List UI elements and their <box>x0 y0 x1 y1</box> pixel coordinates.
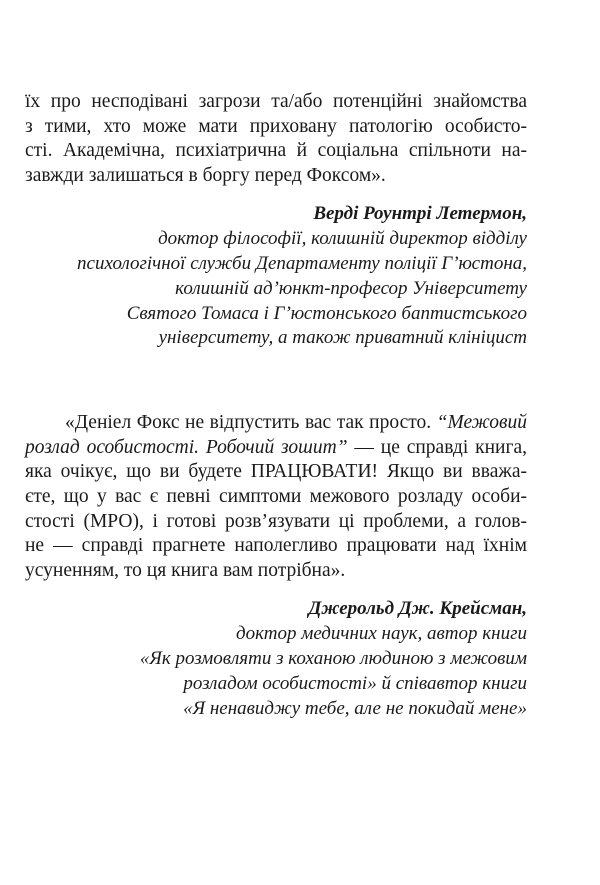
quote-2-line-1-regular: «Деніел Фокс не відпустить вас так просто. <box>65 412 437 434</box>
quote-paragraph-2 <box>25 411 527 583</box>
attribution-1-detail: психологічної служби Департаменту поліції Г’юстона, <box>77 252 527 274</box>
quote-1-line: з тими, хто може мати приховану патологію особисто- <box>25 115 527 137</box>
attribution-2-name: Джерольд Дж. Крейсман, <box>308 598 527 620</box>
quote-2-line <box>25 436 527 461</box>
quote-1-line: сті. Академічна, психіатрична й соціальна спільноти на- <box>25 140 527 162</box>
attribution-2-detail: «Я ненавиджу тебе, але не покидай мене» <box>183 697 527 719</box>
quote-2-line: єте, що у вас є певні симптоми межового розладу особи- <box>25 485 527 507</box>
quote-1-line: завжди залишаться в боргу перед Фоксом». <box>25 164 386 186</box>
attribution-1 <box>25 202 527 351</box>
attribution-1-detail: університету, а також приватний клініцист <box>158 327 527 349</box>
book-title-italic: “Межовий <box>436 412 527 434</box>
quote-2-line: усуненням, то ця книга вам потрібна». <box>25 559 346 581</box>
attribution-1-detail: Святого Томаса і Г’юстонського баптистського <box>126 302 527 324</box>
book-title-italic: розлад особистості. Робочий зошит” <box>25 436 348 458</box>
attribution-2-detail: «Як розмовляти з коханою людиною з межовим <box>139 647 527 669</box>
quote-paragraph-1 <box>25 90 527 188</box>
attribution-2 <box>25 597 527 721</box>
attribution-2-detail: доктор медичних наук, автор книги <box>235 623 527 645</box>
quote-1-line: їх про несподівані загрози та/або потенційні знайомства <box>25 91 527 112</box>
attribution-1-detail: колишній ад’юнкт-професор Університету <box>175 277 527 299</box>
attribution-2-detail: розладом особистості» й співавтор книги <box>183 672 527 694</box>
quote-2-line: стості (МРО), і готові розв’язувати ці проблеми, а голов- <box>25 510 527 532</box>
quote-2-line-2-regular: — це справді книга, <box>347 436 527 458</box>
book-page <box>25 90 527 721</box>
quote-2-line: не — справді прагнете наполегливо працювати над їхнім <box>25 535 527 557</box>
attribution-1-name: Верді Роунтрі Летермон, <box>313 203 527 225</box>
quote-2-line <box>25 411 527 436</box>
quote-2-line: яка очікує, що ви будете ПРАЦЮВАТИ! Якщо ви вважа- <box>25 461 527 483</box>
attribution-1-detail: доктор філософії, колишній директор відділу <box>158 228 527 250</box>
